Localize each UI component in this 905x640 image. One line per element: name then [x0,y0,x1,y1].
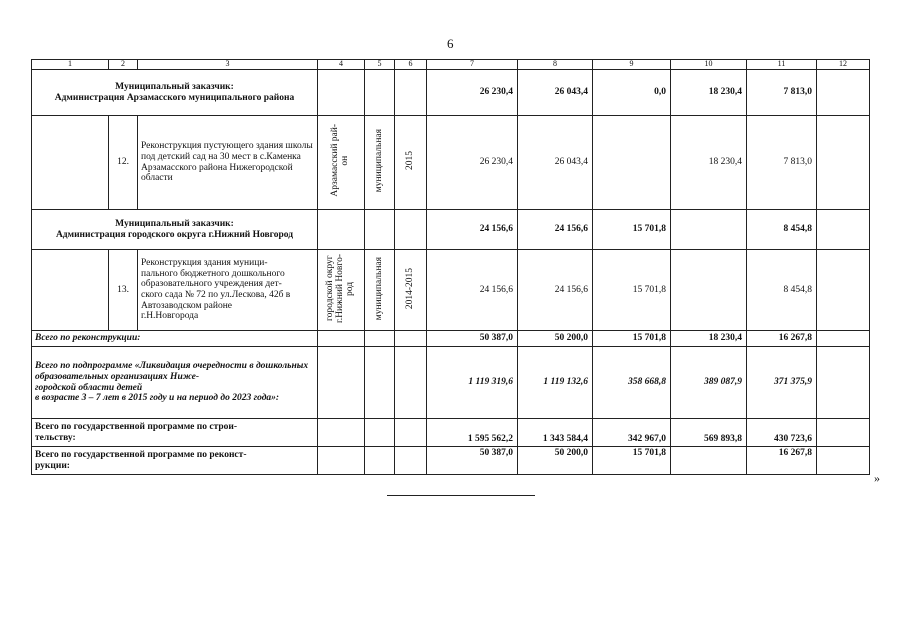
item-number: 13. [109,250,138,331]
item-description: Реконструкция пустующего здания школы под детский сад на 30 мест в с.Каменка Арзамасского района Нижегородской области [138,116,318,210]
value-cell: 8 454,8 [747,210,817,250]
value-cell: 24 156,6 [427,250,518,331]
customer-label: Муниципальный заказчик: Администрация Арзамасского муниципального района [32,70,318,116]
value-cell: 50 387,0 [427,447,518,475]
value-cell [671,447,747,475]
value-cell: 18 230,4 [671,331,747,347]
value-cell: 15 701,8 [593,331,671,347]
value-cell: 1 595 562,2 [427,419,518,447]
value-cell: 8 454,8 [747,250,817,331]
period-label: 2014-2015 [404,267,415,309]
table-row [32,70,870,116]
value-cell [671,210,747,250]
value-cell: 50 387,0 [427,331,518,347]
col-header: 12 [817,60,870,70]
total-label: Всего по подпрограмме «Ликвидация очередности в дошкольных образовательных организациях Ниже- городской области детей в возрасте 3 – 7 лет в 2015 году и на период до 2023 года»: [32,347,318,419]
value-cell: 26 043,4 [518,70,593,116]
column-header-row [32,60,870,70]
value-cell: 389 087,9 [671,347,747,419]
value-cell [593,116,671,210]
total-label: Всего по реконструкции: [32,331,318,347]
value-cell: 18 230,4 [671,116,747,210]
table-row [32,210,870,250]
table-row [32,116,870,210]
value-cell: 1 343 584,4 [518,419,593,447]
item-number: 12. [109,116,138,210]
col-header: 7 [427,60,518,70]
item-description: Реконструкция здания муници- пального бюджетного дошкольного образовательного учреждения дет- ского сада № 72 по ул.Лескова, 42б в Автозаводском районе г.Н.Новгорода [138,250,318,331]
value-cell: 0,0 [593,70,671,116]
ownership-label: муниципальная [373,129,384,193]
table-row [32,331,870,347]
table-row [32,447,870,475]
value-cell: 1 119 319,6 [427,347,518,419]
value-cell: 50 200,0 [518,447,593,475]
value-cell: 24 156,6 [518,250,593,331]
value-cell: 569 893,8 [671,419,747,447]
value-cell: 26 043,4 [518,116,593,210]
value-cell [671,250,747,331]
value-cell: 26 230,4 [427,116,518,210]
program-table [31,59,870,475]
value-cell: 430 723,6 [747,419,817,447]
total-label: Всего по государственной программе по строи- тельству: [32,419,318,447]
value-cell: 342 967,0 [593,419,671,447]
col-header: 4 [318,60,365,70]
col-header: 10 [671,60,747,70]
territory-label: городской округ г.Нижний Новго- род [325,253,355,323]
value-cell: 15 701,8 [593,210,671,250]
col-header: 1 [32,60,109,70]
value-cell: 24 156,6 [518,210,593,250]
value-cell: 16 267,8 [747,447,817,475]
closing-quote: » [874,471,880,485]
table-row [32,419,870,447]
value-cell: 15 701,8 [593,250,671,331]
value-cell: 358 668,8 [593,347,671,419]
value-cell: 26 230,4 [427,70,518,116]
col-header: 8 [518,60,593,70]
col-header: 6 [395,60,427,70]
value-cell: 24 156,6 [427,210,518,250]
value-cell: 15 701,8 [593,447,671,475]
ownership-label: муниципальная [373,256,384,320]
value-cell: 371 375,9 [747,347,817,419]
table-row [32,347,870,419]
value-cell: 18 230,4 [671,70,747,116]
col-header: 9 [593,60,671,70]
page-number: 6 [447,36,454,51]
value-cell: 1 119 132,6 [518,347,593,419]
period-label: 2015 [404,151,415,171]
col-header: 5 [365,60,395,70]
value-cell: 50 200,0 [518,331,593,347]
col-header: 11 [747,60,817,70]
total-label: Всего по государственной программе по реконст- рукции: [32,447,318,475]
territory-label: Арзамасский рай- он [330,124,350,198]
separator-line [387,495,535,496]
value-cell: 7 813,0 [747,116,817,210]
col-header: 3 [138,60,318,70]
customer-label: Муниципальный заказчик: Администрация городского округа г.Нижний Новгород [32,210,318,250]
col-header: 2 [109,60,138,70]
value-cell: 7 813,0 [747,70,817,116]
table-row [32,250,870,331]
value-cell: 16 267,8 [747,331,817,347]
